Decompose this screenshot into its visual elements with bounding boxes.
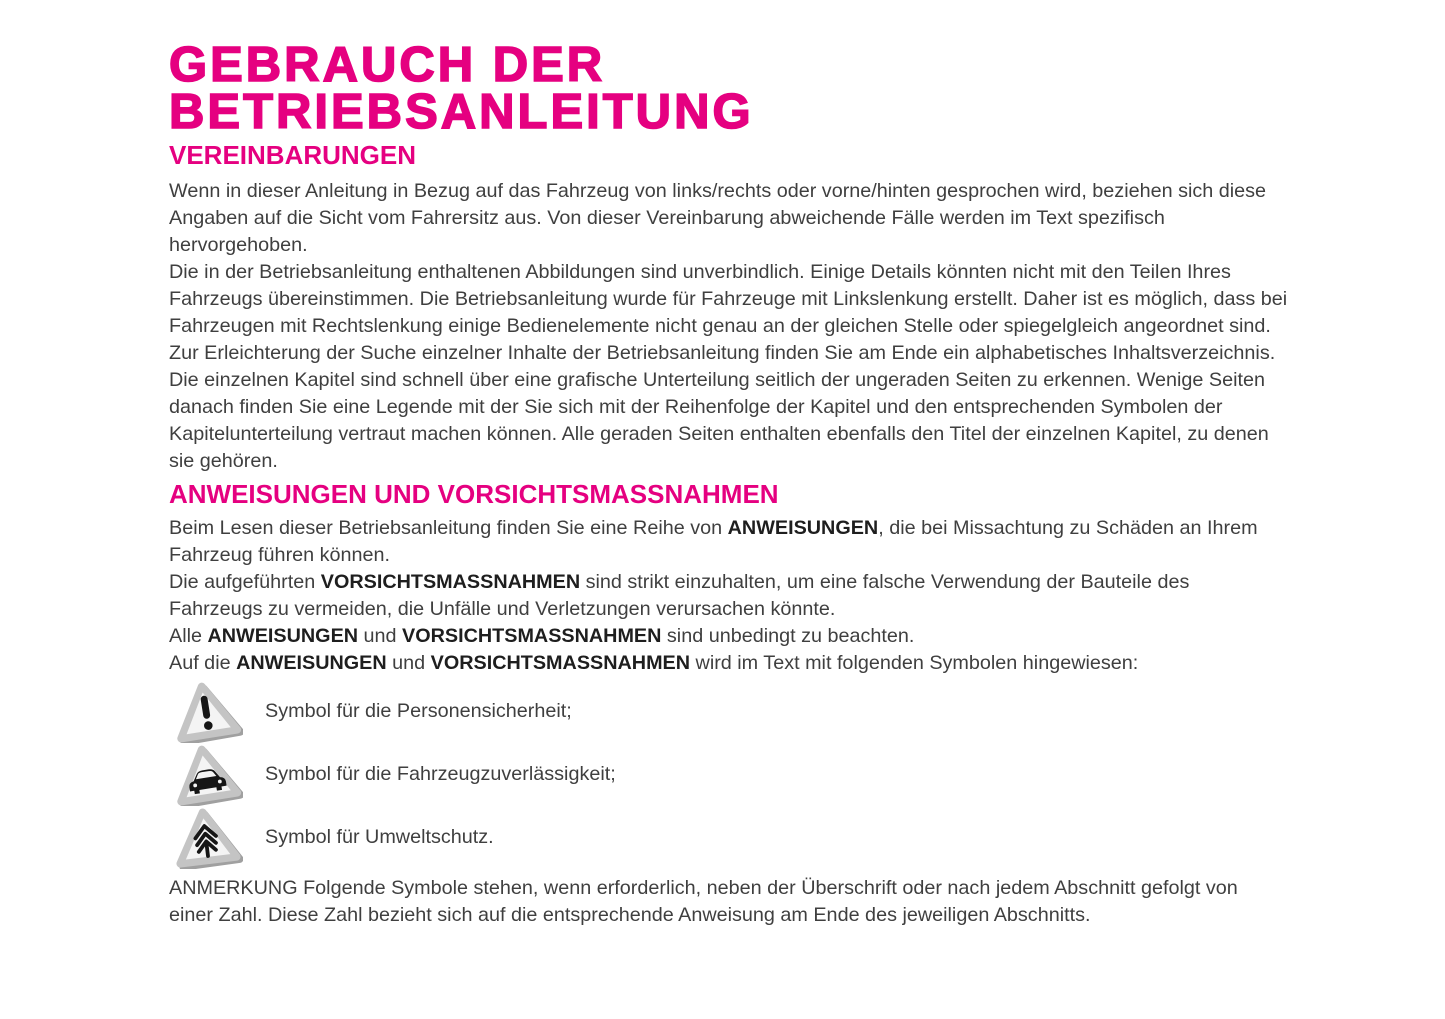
note-paragraph bbox=[169, 875, 1385, 929]
text-line bbox=[169, 596, 1385, 623]
emphasis-keyword: VORSICHTSMASSNAHMEN bbox=[402, 625, 662, 647]
text-line: Zur Erleichterung der Suche einzelner Inhalte der Betriebsanleitung finden Sie am Ende ein alphabetisches Inhaltsverzeichnis. bbox=[169, 342, 1276, 364]
symbol-label: Symbol für die Personensicherheit; bbox=[265, 700, 572, 722]
symbol-row bbox=[169, 680, 1385, 743]
text-line: hervorgehoben. bbox=[169, 234, 308, 256]
symbol-label: Symbol für Umweltschutz. bbox=[265, 826, 494, 848]
text-line bbox=[169, 542, 1385, 569]
symbols-list bbox=[169, 680, 1385, 869]
text-span: und bbox=[386, 652, 431, 674]
text-line: Fahrzeugen mit Rechtslenkung einige Bedienelemente nicht genau an der gleichen Stelle oder spiegelgleich angeordnet sind. bbox=[169, 315, 1271, 337]
page-title-line-1: GEBRAUCH DER bbox=[169, 38, 606, 92]
text-span: , die bei Missachtung zu Schäden an Ihrem bbox=[878, 517, 1258, 539]
text-span: und bbox=[358, 625, 403, 647]
emphasis-keyword: ANWEISUNGEN bbox=[727, 517, 879, 539]
text-line: danach finden Sie eine Legende mit der Sie sich mit der Reihenfolge der Kapitel und den entsprechenden Symbolen der bbox=[169, 396, 1223, 418]
symbol-row bbox=[169, 806, 1385, 869]
emphasis-keyword: VORSICHTSMASSNAHMEN bbox=[430, 652, 691, 674]
text-span: Alle bbox=[169, 625, 208, 647]
text-line: Die einzelnen Kapitel sind schnell über eine grafische Unterteilung seitlich der ungeraden Seiten zu erkennen. Wenige Seiten bbox=[169, 369, 1265, 391]
section-heading-warnings: ANWEISUNGEN UND VORSICHTSMASSNAHMEN bbox=[169, 479, 779, 509]
symbol-row bbox=[169, 743, 1385, 806]
environment-protection-triangle-icon bbox=[169, 807, 243, 869]
text-line bbox=[169, 515, 1385, 542]
text-span: Die aufgeführten bbox=[169, 571, 321, 593]
text-line: einer Zahl. Diese Zahl bezieht sich auf die entsprechende Anweisung am Ende des jeweiligen Abschnitts. bbox=[169, 904, 1091, 926]
text-line: sie gehören. bbox=[169, 450, 278, 472]
text-line bbox=[169, 650, 1385, 677]
symbol-label: Symbol für die Fahrzeugzuverlässigkeit; bbox=[265, 763, 616, 785]
page-title-line-2: BETRIEBSANLEITUNG bbox=[169, 85, 754, 139]
text-span: sind unbedingt zu beachten. bbox=[661, 625, 915, 647]
emphasis-keyword: ANWEISUNGEN bbox=[207, 625, 359, 647]
text-line bbox=[169, 569, 1385, 596]
person-safety-triangle-icon bbox=[169, 681, 243, 743]
page-title bbox=[169, 38, 1385, 139]
text-line: Kapitelunterteilung vertraut machen können. Alle geraden Seiten enthalten ebenfalls den Titel der einzelnen Kapitel, zu denen bbox=[169, 423, 1269, 445]
text-line: Die in der Betriebsanleitung enthaltenen Abbildungen sind unverbindlich. Einige Details könnten nicht mit den Teilen Ihres bbox=[169, 261, 1231, 283]
text-span: sind strikt einzuhalten, um eine falsche Verwendung der Bauteile des bbox=[580, 571, 1190, 593]
conventions-paragraph bbox=[169, 178, 1385, 475]
vehicle-reliability-triangle-icon bbox=[169, 744, 243, 806]
text-span: Fahrzeugs zu vermeiden, die Unfälle und Verletzungen verursachen könnte. bbox=[169, 598, 836, 620]
emphasis-keyword: VORSICHTSMASSNAHMEN bbox=[320, 571, 581, 593]
text-line: Wenn in dieser Anleitung in Bezug auf das Fahrzeug von links/rechts oder vorne/hinten gesprochen wird, beziehen sich diese bbox=[169, 180, 1267, 202]
warnings-paragraph bbox=[169, 515, 1385, 677]
text-line: Angaben auf die Sicht vom Fahrersitz aus. Von dieser Vereinbarung abweichende Fälle werden im Text spezifisch bbox=[169, 207, 1165, 229]
text-line bbox=[169, 623, 1385, 650]
text-span: wird im Text mit folgenden Symbolen hingewiesen: bbox=[690, 652, 1139, 674]
text-span: Beim Lesen dieser Betriebsanleitung finden Sie eine Reihe von bbox=[169, 517, 728, 539]
section-heading-conventions: VEREINBARUNGEN bbox=[169, 140, 417, 170]
text-span: Fahrzeug führen können. bbox=[169, 544, 391, 566]
text-span: Auf die bbox=[169, 652, 237, 674]
emphasis-keyword: ANWEISUNGEN bbox=[236, 652, 387, 674]
text-line: Fahrzeugs übereinstimmen. Die Betriebsanleitung wurde für Fahrzeuge mit Linkslenkung erstellt. Daher ist es möglich, dass bei bbox=[169, 288, 1288, 310]
text-line: ANMERKUNG Folgende Symbole stehen, wenn erforderlich, neben der Überschrift oder nach jedem Abschnitt gefolgt von bbox=[169, 877, 1238, 899]
